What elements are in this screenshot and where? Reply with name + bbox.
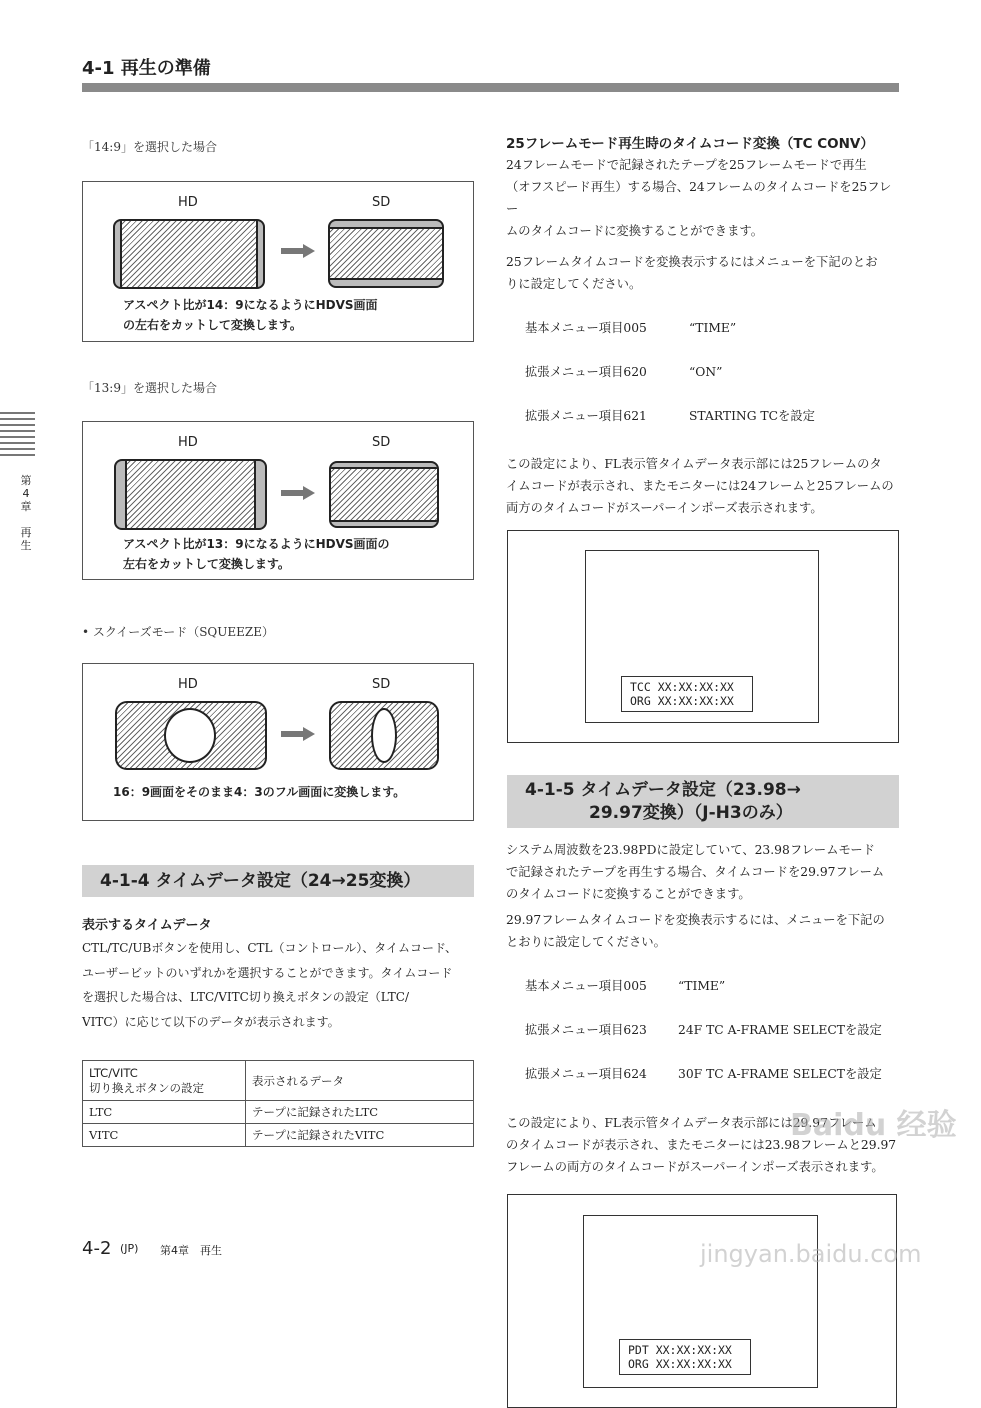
watermark-logo: Baidu 经验 <box>790 1108 957 1143</box>
timecode-superimpose: TCC XX:XX:XX:XX ORG XX:XX:XX:XX <box>621 676 753 712</box>
arrow-right-icon <box>281 244 315 258</box>
left-column <box>82 139 474 1147</box>
arrow-right-icon <box>281 486 315 500</box>
table-cell: テープに記録されたVITC <box>246 1124 474 1147</box>
table-cell: テープに記録されたLTC <box>246 1101 474 1124</box>
section-heading-4-1-4: 4-1-4 タイムデータ設定（24→25変換） <box>82 865 474 897</box>
diagram-squeeze <box>82 663 474 821</box>
page-header-title: 4-1 再生の準備 <box>82 58 211 79</box>
footer-chapter: 第4章 再生 <box>160 1244 222 1257</box>
menu-setting-list <box>506 295 900 449</box>
hd-label: HD <box>178 677 198 692</box>
subheading: 表示するタイムデータ <box>82 918 212 933</box>
diagram-note: アスペクト比が13：9になるようにHDVS画面の 左右をカットして変換します。 <box>123 537 390 571</box>
body-paragraph: この設定により、FL表示管タイムデータ表示部には29.97フレーム のタイムコードが表示され、またモニターには23.98フレームと29.97 フレームの両方のタイムコードがスーパーインポーズ表示されます。 <box>506 1116 897 1174</box>
diagram-note: 16：9画面をそのまま4：3のフル画面に変換します。 <box>113 785 406 799</box>
body-paragraph: CTL/TC/UBボタンを使用し、CTL（コントロール）、タイムコード、 ユーザービットのいずれかを選択することができます。タイムコード を選択した場合は、LTC/VITC切り換えボタンの設定（LTC/ VITC）に応じて以下のデータが表示されます。 <box>82 941 457 1029</box>
timecode-superimpose: PDT XX:XX:XX:XX ORG XX:XX:XX:XX <box>619 1339 751 1375</box>
menu-item: 基本メニュー項目005 <box>525 979 647 993</box>
hd-label: HD <box>178 435 198 450</box>
sd-frame <box>328 219 444 288</box>
menu-value: STARTING TCを設定 <box>689 409 815 423</box>
menu-value: 24F TC A-FRAME SELECTを設定 <box>678 1023 882 1037</box>
menu-item: 基本メニュー項目005 <box>525 321 647 335</box>
monitor-display-1 <box>507 530 899 743</box>
diagram-note: アスペクト比が14：9になるようにHDVS画面 の左右をカットして変換します。 <box>123 298 378 332</box>
sd-frame <box>329 701 439 770</box>
hd-frame <box>113 219 265 289</box>
sd-label: SD <box>372 435 391 450</box>
footer-lang: (JP) <box>120 1242 139 1255</box>
body-paragraph: システム周波数を23.98PDに設定していて、23.98フレームモード で記録されたテープを再生する場合、タイムコードを29.97フレーム のタイムコードに変換することができます。 <box>506 843 885 901</box>
monitor-display-2 <box>507 1194 897 1408</box>
menu-value: “TIME” <box>689 321 737 335</box>
hd-frame <box>114 459 267 530</box>
time-data-table <box>82 1060 474 1147</box>
sd-label: SD <box>372 677 391 692</box>
table-header: 表示されるデータ <box>246 1061 474 1101</box>
arrow-right-icon <box>281 727 315 741</box>
chapter-tab-label: 第 4 章 再 生 <box>20 474 32 552</box>
table-row <box>83 1101 474 1124</box>
monitor-screen <box>585 550 819 723</box>
menu-setting-list <box>506 953 900 1107</box>
diagram-14-9 <box>82 181 474 342</box>
body-paragraph: 25フレームタイムコードを変換表示するにはメニューを下記のとお りに設定してください。 <box>506 255 878 291</box>
diagram-caption: 「14:9」を選択した場合 <box>82 140 217 154</box>
menu-value: “TIME” <box>678 979 726 993</box>
menu-item: 拡張メニュー項目624 <box>525 1067 647 1081</box>
menu-item: 拡張メニュー項目620 <box>525 365 647 379</box>
section-heading-4-1-5: 4-1-5 タイムデータ設定（23.98→ 29.97変換）（J-H3のみ） <box>507 775 899 828</box>
table-row <box>83 1124 474 1147</box>
diagram-caption: • スクイーズモード（SQUEEZE） <box>82 625 275 639</box>
diagram-13-9 <box>82 421 474 580</box>
table-header: LTC/VITC 切り換えボタンの設定 <box>83 1061 246 1101</box>
menu-value: “ON” <box>689 365 723 379</box>
hd-label: HD <box>178 195 198 210</box>
header-rule <box>82 83 899 92</box>
menu-item: 拡張メニュー項目623 <box>525 1023 647 1037</box>
body-paragraph: 29.97フレームタイムコードを変換表示するには、メニューを下記の とおりに設定してください。 <box>506 913 885 949</box>
watermark-url: jingyan.baidu.com <box>700 1240 922 1268</box>
sd-frame <box>329 461 439 528</box>
menu-item: 拡張メニュー項目621 <box>525 409 647 423</box>
table-cell: VITC <box>83 1124 246 1147</box>
body-paragraph: この設定により、FL表示管タイムデータ表示部には25フレームのタ イムコードが表示され、またモニターには24フレームと25フレームの 両方のタイムコードがスーパーインポーズ表示されます。 <box>506 457 894 515</box>
hd-frame <box>115 701 267 770</box>
table-cell: LTC <box>83 1101 246 1124</box>
diagram-caption: 「13:9」を選択した場合 <box>82 381 217 395</box>
page-number: 4-2 <box>82 1238 112 1259</box>
body-paragraph: 24フレームモードで記録されたテープを25フレームモードで再生 （オフスピード再生）する場合、24フレームのタイムコードを25フレー ムのタイムコードに変換することができます。 <box>506 158 892 238</box>
right-column <box>506 135 900 1408</box>
sd-label: SD <box>372 195 391 210</box>
menu-value: 30F TC A-FRAME SELECTを設定 <box>678 1067 882 1081</box>
subheading-tc-conv: 25フレームモード再生時のタイムコード変換（TC CONV） <box>506 136 874 152</box>
